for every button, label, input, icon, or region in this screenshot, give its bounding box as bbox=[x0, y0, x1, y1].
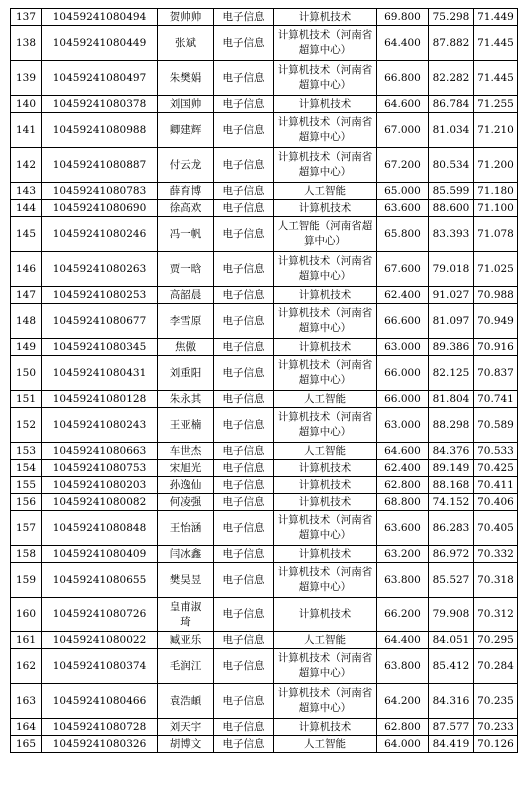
major-cell: 计算机技术 bbox=[274, 477, 377, 494]
candidate-id-cell: 10459241080409 bbox=[42, 546, 158, 563]
candidate-id-cell: 10459241080690 bbox=[42, 200, 158, 217]
department-cell: 电子信息 bbox=[214, 511, 274, 546]
department-cell: 电子信息 bbox=[214, 391, 274, 408]
total-score-cell: 71.210 bbox=[474, 113, 518, 148]
name-cell: 贾一晗 bbox=[158, 252, 214, 287]
rank-cell: 152 bbox=[11, 408, 42, 443]
name-cell: 贺帅帅 bbox=[158, 9, 214, 26]
name-cell: 刘重阳 bbox=[158, 356, 214, 391]
candidate-id-cell: 10459241080887 bbox=[42, 148, 158, 183]
score-1-cell: 62.400 bbox=[377, 287, 429, 304]
name-cell: 袁浩頔 bbox=[158, 684, 214, 719]
major-cell: 计算机技术 bbox=[274, 598, 377, 632]
major-cell: 人工智能 bbox=[274, 736, 377, 753]
score-2-cell: 89.386 bbox=[429, 339, 474, 356]
department-cell: 电子信息 bbox=[214, 148, 274, 183]
department-cell: 电子信息 bbox=[214, 113, 274, 148]
department-cell: 电子信息 bbox=[214, 61, 274, 96]
score-1-cell: 62.400 bbox=[377, 460, 429, 477]
rank-cell: 139 bbox=[11, 61, 42, 96]
rank-cell: 146 bbox=[11, 252, 42, 287]
score-2-cell: 85.412 bbox=[429, 649, 474, 684]
score-2-cell: 83.393 bbox=[429, 217, 474, 252]
total-score-cell: 71.100 bbox=[474, 200, 518, 217]
rank-cell: 159 bbox=[11, 563, 42, 598]
rank-cell: 161 bbox=[11, 632, 42, 649]
rank-cell: 145 bbox=[11, 217, 42, 252]
name-cell: 王怡涵 bbox=[158, 511, 214, 546]
total-score-cell: 71.449 bbox=[474, 9, 518, 26]
score-1-cell: 62.800 bbox=[377, 477, 429, 494]
department-cell: 电子信息 bbox=[214, 736, 274, 753]
score-2-cell: 86.784 bbox=[429, 96, 474, 113]
table-row bbox=[11, 684, 518, 719]
rank-cell: 138 bbox=[11, 26, 42, 61]
candidate-id-cell: 10459241080326 bbox=[42, 736, 158, 753]
rank-cell: 149 bbox=[11, 339, 42, 356]
department-cell: 电子信息 bbox=[214, 304, 274, 339]
score-2-cell: 75.298 bbox=[429, 9, 474, 26]
total-score-cell: 70.233 bbox=[474, 719, 518, 736]
candidate-id-cell: 10459241080378 bbox=[42, 96, 158, 113]
name-cell: 何凌强 bbox=[158, 494, 214, 511]
score-1-cell: 67.600 bbox=[377, 252, 429, 287]
name-cell: 卿建辉 bbox=[158, 113, 214, 148]
table-row bbox=[11, 183, 518, 200]
total-score-cell: 70.318 bbox=[474, 563, 518, 598]
rank-cell: 153 bbox=[11, 443, 42, 460]
score-1-cell: 65.800 bbox=[377, 217, 429, 252]
name-cell: 孙逸仙 bbox=[158, 477, 214, 494]
department-cell: 电子信息 bbox=[214, 408, 274, 443]
table-row bbox=[11, 494, 518, 511]
score-1-cell: 64.600 bbox=[377, 96, 429, 113]
major-cell: 计算机技术（河南省超算中心） bbox=[274, 252, 377, 287]
candidate-id-cell: 10459241080726 bbox=[42, 598, 158, 632]
name-cell: 樊昊昱 bbox=[158, 563, 214, 598]
department-cell: 电子信息 bbox=[214, 9, 274, 26]
score-1-cell: 64.000 bbox=[377, 736, 429, 753]
score-2-cell: 87.577 bbox=[429, 719, 474, 736]
score-2-cell: 91.027 bbox=[429, 287, 474, 304]
total-score-cell: 70.126 bbox=[474, 736, 518, 753]
candidate-id-cell: 10459241080022 bbox=[42, 632, 158, 649]
department-cell: 电子信息 bbox=[214, 684, 274, 719]
score-2-cell: 84.051 bbox=[429, 632, 474, 649]
score-2-cell: 82.282 bbox=[429, 61, 474, 96]
candidate-id-cell: 10459241080728 bbox=[42, 719, 158, 736]
score-1-cell: 63.000 bbox=[377, 408, 429, 443]
score-2-cell: 88.168 bbox=[429, 477, 474, 494]
department-cell: 电子信息 bbox=[214, 252, 274, 287]
major-cell: 计算机技术（河南省超算中心） bbox=[274, 684, 377, 719]
department-cell: 电子信息 bbox=[214, 339, 274, 356]
score-2-cell: 82.125 bbox=[429, 356, 474, 391]
name-cell: 焦傲 bbox=[158, 339, 214, 356]
candidate-id-cell: 10459241080203 bbox=[42, 477, 158, 494]
candidate-id-cell: 10459241080663 bbox=[42, 443, 158, 460]
table-row bbox=[11, 200, 518, 217]
major-cell: 计算机技术 bbox=[274, 200, 377, 217]
name-cell: 徐高欢 bbox=[158, 200, 214, 217]
score-2-cell: 86.283 bbox=[429, 511, 474, 546]
table-row bbox=[11, 736, 518, 753]
total-score-cell: 71.025 bbox=[474, 252, 518, 287]
major-cell: 人工智能 bbox=[274, 443, 377, 460]
rank-cell: 141 bbox=[11, 113, 42, 148]
table-row bbox=[11, 563, 518, 598]
department-cell: 电子信息 bbox=[214, 96, 274, 113]
department-cell: 电子信息 bbox=[214, 598, 274, 632]
results-table-body bbox=[11, 9, 518, 753]
name-cell: 闫冰鑫 bbox=[158, 546, 214, 563]
table-row bbox=[11, 511, 518, 546]
rank-cell: 162 bbox=[11, 649, 42, 684]
score-1-cell: 66.000 bbox=[377, 391, 429, 408]
name-cell: 付云龙 bbox=[158, 148, 214, 183]
rank-cell: 154 bbox=[11, 460, 42, 477]
major-cell: 人工智能 bbox=[274, 183, 377, 200]
major-cell: 计算机技术 bbox=[274, 494, 377, 511]
total-score-cell: 70.425 bbox=[474, 460, 518, 477]
major-cell: 计算机技术（河南省超算中心） bbox=[274, 61, 377, 96]
candidate-id-cell: 10459241080677 bbox=[42, 304, 158, 339]
table-row bbox=[11, 598, 518, 632]
department-cell: 电子信息 bbox=[214, 287, 274, 304]
rank-cell: 142 bbox=[11, 148, 42, 183]
score-1-cell: 63.800 bbox=[377, 563, 429, 598]
score-1-cell: 63.200 bbox=[377, 546, 429, 563]
score-2-cell: 81.097 bbox=[429, 304, 474, 339]
rank-cell: 143 bbox=[11, 183, 42, 200]
name-cell: 刘国帅 bbox=[158, 96, 214, 113]
name-cell: 车世杰 bbox=[158, 443, 214, 460]
rank-cell: 155 bbox=[11, 477, 42, 494]
major-cell: 人工智能 bbox=[274, 632, 377, 649]
candidate-id-cell: 10459241080449 bbox=[42, 26, 158, 61]
major-cell: 人工智能（河南省超算中心） bbox=[274, 217, 377, 252]
score-1-cell: 63.800 bbox=[377, 649, 429, 684]
name-cell: 王亚楠 bbox=[158, 408, 214, 443]
major-cell: 计算机技术（河南省超算中心） bbox=[274, 511, 377, 546]
rank-cell: 164 bbox=[11, 719, 42, 736]
table-row bbox=[11, 391, 518, 408]
major-cell: 计算机技术 bbox=[274, 546, 377, 563]
major-cell: 计算机技术 bbox=[274, 719, 377, 736]
table-row bbox=[11, 304, 518, 339]
department-cell: 电子信息 bbox=[214, 26, 274, 61]
score-1-cell: 63.600 bbox=[377, 200, 429, 217]
candidate-id-cell: 10459241080783 bbox=[42, 183, 158, 200]
rank-cell: 165 bbox=[11, 736, 42, 753]
major-cell: 计算机技术 bbox=[274, 339, 377, 356]
score-2-cell: 74.152 bbox=[429, 494, 474, 511]
candidate-id-cell: 10459241080431 bbox=[42, 356, 158, 391]
candidate-id-cell: 10459241080082 bbox=[42, 494, 158, 511]
table-row bbox=[11, 148, 518, 183]
major-cell: 计算机技术 bbox=[274, 96, 377, 113]
rank-cell: 147 bbox=[11, 287, 42, 304]
total-score-cell: 71.445 bbox=[474, 26, 518, 61]
name-cell: 宋旭光 bbox=[158, 460, 214, 477]
total-score-cell: 70.406 bbox=[474, 494, 518, 511]
total-score-cell: 71.078 bbox=[474, 217, 518, 252]
candidate-id-cell: 10459241080345 bbox=[42, 339, 158, 356]
score-1-cell: 68.800 bbox=[377, 494, 429, 511]
department-cell: 电子信息 bbox=[214, 494, 274, 511]
table-row bbox=[11, 649, 518, 684]
table-row bbox=[11, 9, 518, 26]
department-cell: 电子信息 bbox=[214, 649, 274, 684]
major-cell: 计算机技术 bbox=[274, 287, 377, 304]
candidate-id-cell: 10459241080655 bbox=[42, 563, 158, 598]
department-cell: 电子信息 bbox=[214, 356, 274, 391]
major-cell: 计算机技术 bbox=[274, 9, 377, 26]
score-1-cell: 67.200 bbox=[377, 148, 429, 183]
score-1-cell: 66.800 bbox=[377, 61, 429, 96]
total-score-cell: 71.200 bbox=[474, 148, 518, 183]
total-score-cell: 70.741 bbox=[474, 391, 518, 408]
score-1-cell: 65.000 bbox=[377, 183, 429, 200]
department-cell: 电子信息 bbox=[214, 183, 274, 200]
score-2-cell: 86.972 bbox=[429, 546, 474, 563]
score-2-cell: 85.527 bbox=[429, 563, 474, 598]
score-1-cell: 64.400 bbox=[377, 632, 429, 649]
score-1-cell: 66.200 bbox=[377, 598, 429, 632]
total-score-cell: 70.235 bbox=[474, 684, 518, 719]
table-row bbox=[11, 477, 518, 494]
name-cell: 刘天宇 bbox=[158, 719, 214, 736]
candidate-id-cell: 10459241080243 bbox=[42, 408, 158, 443]
table-row bbox=[11, 460, 518, 477]
candidate-id-cell: 10459241080494 bbox=[42, 9, 158, 26]
table-row bbox=[11, 632, 518, 649]
total-score-cell: 70.949 bbox=[474, 304, 518, 339]
name-cell: 朱樊娟 bbox=[158, 61, 214, 96]
score-1-cell: 62.800 bbox=[377, 719, 429, 736]
total-score-cell: 71.255 bbox=[474, 96, 518, 113]
candidate-id-cell: 10459241080128 bbox=[42, 391, 158, 408]
rank-cell: 151 bbox=[11, 391, 42, 408]
major-cell: 计算机技术（河南省超算中心） bbox=[274, 148, 377, 183]
table-row bbox=[11, 217, 518, 252]
score-2-cell: 89.149 bbox=[429, 460, 474, 477]
total-score-cell: 70.295 bbox=[474, 632, 518, 649]
name-cell: 胡博文 bbox=[158, 736, 214, 753]
total-score-cell: 71.445 bbox=[474, 61, 518, 96]
rank-cell: 158 bbox=[11, 546, 42, 563]
department-cell: 电子信息 bbox=[214, 719, 274, 736]
name-cell: 高韶晨 bbox=[158, 287, 214, 304]
score-1-cell: 63.000 bbox=[377, 339, 429, 356]
name-cell: 毛润江 bbox=[158, 649, 214, 684]
major-cell: 计算机技术（河南省超算中心） bbox=[274, 408, 377, 443]
department-cell: 电子信息 bbox=[214, 477, 274, 494]
score-2-cell: 80.534 bbox=[429, 148, 474, 183]
major-cell: 计算机技术（河南省超算中心） bbox=[274, 26, 377, 61]
total-score-cell: 70.405 bbox=[474, 511, 518, 546]
department-cell: 电子信息 bbox=[214, 632, 274, 649]
total-score-cell: 70.332 bbox=[474, 546, 518, 563]
total-score-cell: 70.284 bbox=[474, 649, 518, 684]
rank-cell: 157 bbox=[11, 511, 42, 546]
major-cell: 计算机技术（河南省超算中心） bbox=[274, 304, 377, 339]
table-row bbox=[11, 287, 518, 304]
table-row bbox=[11, 26, 518, 61]
candidate-id-cell: 10459241080988 bbox=[42, 113, 158, 148]
total-score-cell: 70.533 bbox=[474, 443, 518, 460]
table-row bbox=[11, 443, 518, 460]
score-2-cell: 85.599 bbox=[429, 183, 474, 200]
total-score-cell: 70.312 bbox=[474, 598, 518, 632]
candidate-id-cell: 10459241080374 bbox=[42, 649, 158, 684]
score-1-cell: 64.600 bbox=[377, 443, 429, 460]
table-row bbox=[11, 96, 518, 113]
candidate-id-cell: 10459241080253 bbox=[42, 287, 158, 304]
candidate-id-cell: 10459241080466 bbox=[42, 684, 158, 719]
score-2-cell: 84.316 bbox=[429, 684, 474, 719]
score-2-cell: 88.600 bbox=[429, 200, 474, 217]
score-2-cell: 84.376 bbox=[429, 443, 474, 460]
rank-cell: 148 bbox=[11, 304, 42, 339]
candidate-id-cell: 10459241080497 bbox=[42, 61, 158, 96]
rank-cell: 156 bbox=[11, 494, 42, 511]
department-cell: 电子信息 bbox=[214, 563, 274, 598]
department-cell: 电子信息 bbox=[214, 217, 274, 252]
candidate-id-cell: 10459241080263 bbox=[42, 252, 158, 287]
score-1-cell: 64.200 bbox=[377, 684, 429, 719]
department-cell: 电子信息 bbox=[214, 546, 274, 563]
rank-cell: 140 bbox=[11, 96, 42, 113]
table-row bbox=[11, 252, 518, 287]
name-cell: 李雪原 bbox=[158, 304, 214, 339]
name-cell: 皇甫淑琦 bbox=[158, 598, 214, 632]
candidate-id-cell: 10459241080753 bbox=[42, 460, 158, 477]
major-cell: 人工智能 bbox=[274, 391, 377, 408]
score-2-cell: 79.908 bbox=[429, 598, 474, 632]
name-cell: 臧亚乐 bbox=[158, 632, 214, 649]
table-row bbox=[11, 339, 518, 356]
total-score-cell: 70.916 bbox=[474, 339, 518, 356]
department-cell: 电子信息 bbox=[214, 443, 274, 460]
rank-cell: 150 bbox=[11, 356, 42, 391]
rank-cell: 144 bbox=[11, 200, 42, 217]
score-1-cell: 66.600 bbox=[377, 304, 429, 339]
major-cell: 计算机技术（河南省超算中心） bbox=[274, 649, 377, 684]
table-row bbox=[11, 719, 518, 736]
rank-cell: 160 bbox=[11, 598, 42, 632]
total-score-cell: 70.589 bbox=[474, 408, 518, 443]
rank-cell: 137 bbox=[11, 9, 42, 26]
score-2-cell: 88.298 bbox=[429, 408, 474, 443]
score-1-cell: 66.000 bbox=[377, 356, 429, 391]
score-2-cell: 81.804 bbox=[429, 391, 474, 408]
total-score-cell: 70.837 bbox=[474, 356, 518, 391]
major-cell: 计算机技术（河南省超算中心） bbox=[274, 356, 377, 391]
score-1-cell: 63.600 bbox=[377, 511, 429, 546]
candidate-id-cell: 10459241080848 bbox=[42, 511, 158, 546]
department-cell: 电子信息 bbox=[214, 460, 274, 477]
score-1-cell: 69.800 bbox=[377, 9, 429, 26]
total-score-cell: 70.988 bbox=[474, 287, 518, 304]
score-2-cell: 84.419 bbox=[429, 736, 474, 753]
name-cell: 张斌 bbox=[158, 26, 214, 61]
candidate-id-cell: 10459241080246 bbox=[42, 217, 158, 252]
major-cell: 计算机技术 bbox=[274, 460, 377, 477]
table-row bbox=[11, 546, 518, 563]
name-cell: 朱永其 bbox=[158, 391, 214, 408]
score-1-cell: 67.000 bbox=[377, 113, 429, 148]
name-cell: 薛育博 bbox=[158, 183, 214, 200]
major-cell: 计算机技术（河南省超算中心） bbox=[274, 113, 377, 148]
name-cell: 冯一帆 bbox=[158, 217, 214, 252]
score-2-cell: 79.018 bbox=[429, 252, 474, 287]
score-2-cell: 81.034 bbox=[429, 113, 474, 148]
results-table-wrapper bbox=[10, 8, 518, 753]
rank-cell: 163 bbox=[11, 684, 42, 719]
total-score-cell: 70.411 bbox=[474, 477, 518, 494]
score-2-cell: 87.882 bbox=[429, 26, 474, 61]
table-row bbox=[11, 356, 518, 391]
department-cell: 电子信息 bbox=[214, 200, 274, 217]
table-row bbox=[11, 61, 518, 96]
table-row bbox=[11, 408, 518, 443]
score-1-cell: 64.400 bbox=[377, 26, 429, 61]
table-row bbox=[11, 113, 518, 148]
major-cell: 计算机技术（河南省超算中心） bbox=[274, 563, 377, 598]
total-score-cell: 71.180 bbox=[474, 183, 518, 200]
results-table bbox=[10, 8, 518, 753]
